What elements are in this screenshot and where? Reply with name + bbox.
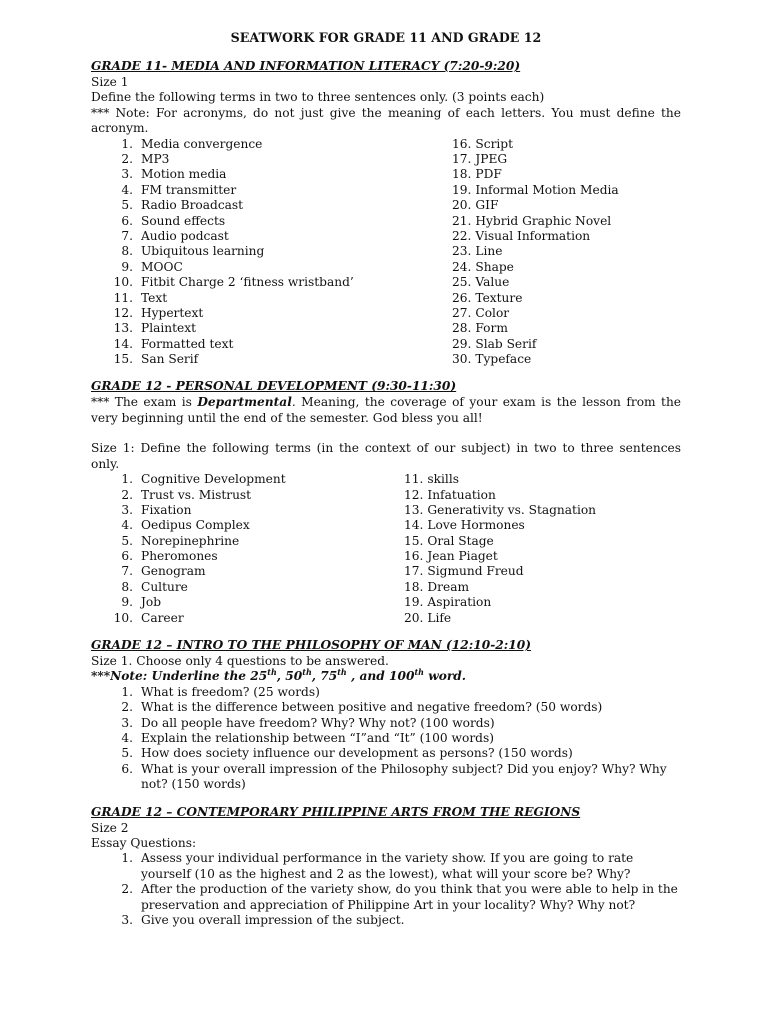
essay-label: Essay Questions:: [91, 836, 197, 851]
term-row: [91, 306, 681, 321]
item-text: Color: [475, 305, 510, 320]
list-item: [91, 198, 452, 213]
question-list: [91, 851, 681, 928]
term-row: [91, 580, 681, 595]
item-number: 14.: [404, 518, 424, 533]
item-text: Explain the relationship between “I”and “It” (100 words): [141, 731, 494, 746]
item-number: 23.: [452, 244, 472, 259]
item-number: 4.: [121, 182, 133, 197]
item-text: Plaintext: [141, 321, 196, 336]
item-number: 15.: [404, 533, 424, 548]
list-item: [91, 352, 452, 367]
size-label: Size 2: [91, 820, 129, 835]
item-number: 11.: [113, 290, 133, 305]
note-part: , 75: [311, 669, 338, 684]
item-number: 17.: [452, 152, 472, 167]
list-item: [452, 244, 502, 259]
list-item: [404, 534, 494, 549]
term-row: [91, 518, 681, 533]
list-item: [91, 503, 404, 518]
list-item: [91, 167, 452, 182]
item-text: Give you overall impression of the subject.: [141, 913, 405, 928]
note-text: [91, 669, 681, 684]
item-text: Culture: [141, 579, 188, 594]
list-item: [452, 198, 498, 213]
item-text: Form: [475, 321, 508, 336]
item-text: Sound effects: [141, 213, 226, 228]
item-number: 26.: [452, 290, 472, 305]
term-row: [91, 214, 681, 229]
item-number: 14.: [113, 336, 133, 351]
item-number: 8.: [121, 244, 133, 259]
item-text: After the production of the variety show, do you think that you were able to help in the preservation and appreciation of Philippine Art in your locality? Why? Why not?: [141, 882, 678, 912]
item-number: 19.: [404, 595, 424, 610]
item-text: Pheromones: [141, 549, 218, 564]
note-sup: th: [267, 667, 277, 678]
section-personal-development: [91, 379, 681, 626]
term-row: [91, 337, 681, 352]
list-item: [404, 549, 498, 564]
item-number: 19.: [452, 182, 472, 197]
document-page: [91, 28, 681, 929]
item-number: 18.: [452, 167, 472, 182]
item-number: 25.: [452, 275, 472, 290]
term-list: [91, 137, 681, 368]
item-text: Hybrid Graphic Novel: [475, 213, 612, 228]
item-text: Job: [141, 595, 162, 610]
item-number: 1.: [121, 136, 133, 151]
item-number: 3.: [121, 715, 133, 730]
item-text: Career: [141, 610, 184, 625]
item-text: Radio Broadcast: [141, 198, 244, 213]
item-text: Hypertext: [141, 305, 204, 320]
item-number: 7.: [121, 228, 133, 243]
list-item: [91, 472, 404, 487]
term-row: [91, 503, 681, 518]
note-suffix: . Meaning, the coverage of your exam is the lesson from the very beginning until the end of the semester. God bless you all!: [91, 395, 682, 425]
list-item: [404, 611, 451, 626]
section-media-literacy: [91, 59, 681, 367]
item-number: 20.: [404, 610, 424, 625]
list-item: [91, 291, 452, 306]
term-row: [91, 152, 681, 167]
term-row: [91, 321, 681, 336]
item-text: Slab Serif: [475, 336, 537, 351]
item-text: Informal Motion Media: [475, 182, 619, 197]
section-heading: GRADE 12 - PERSONAL DEVELOPMENT (9:30-11:30): [91, 379, 457, 394]
item-number: 15.: [113, 352, 133, 367]
item-text: Script: [475, 136, 513, 151]
item-number: 18.: [404, 579, 424, 594]
item-number: 13.: [404, 502, 424, 517]
list-item: [91, 488, 404, 503]
list-item: [91, 549, 404, 564]
list-item: [91, 321, 452, 336]
item-number: 11.: [404, 472, 424, 487]
item-text: Cognitive Development: [141, 472, 286, 487]
section-philosophy: [91, 638, 681, 793]
item-number: 17.: [404, 564, 424, 579]
term-row: [91, 244, 681, 259]
item-text: skills: [427, 472, 459, 487]
item-text: MOOC: [141, 259, 183, 274]
list-item: [91, 137, 452, 152]
list-item: [452, 152, 507, 167]
item-text: Motion media: [141, 167, 227, 182]
list-item: [91, 534, 404, 549]
list-item: [452, 291, 522, 306]
spacer: [91, 47, 681, 59]
item-number: 21.: [452, 213, 472, 228]
list-item: [91, 882, 681, 913]
item-number: 10.: [113, 610, 133, 625]
term-row: [91, 564, 681, 579]
list-item: [91, 851, 681, 882]
list-item: [91, 580, 404, 595]
list-item: [452, 321, 508, 336]
list-item: [91, 518, 404, 533]
item-text: Dream: [427, 579, 470, 594]
term-row: [91, 472, 681, 487]
item-number: 8.: [121, 579, 133, 594]
list-item: [91, 337, 452, 352]
note-part: , and 100: [346, 669, 415, 684]
note-part: word.: [423, 669, 467, 684]
item-text: Fitbit Charge 2 ‘fitness wristband’: [141, 275, 354, 290]
term-row: [91, 352, 681, 367]
item-text: MP3: [141, 152, 170, 167]
note-emphasis: Departmental: [197, 395, 292, 410]
term-row: [91, 534, 681, 549]
item-number: 7.: [121, 564, 133, 579]
instruction-text: Size 1. Choose only 4 questions to be answered.: [91, 654, 389, 669]
item-text: Visual Information: [475, 228, 591, 243]
section-heading: GRADE 12 – INTRO TO THE PHILOSOPHY OF MAN (12:10-2:10): [91, 638, 531, 653]
term-list: [91, 472, 681, 626]
list-item: [404, 564, 524, 579]
list-item: [404, 518, 525, 533]
item-text: Shape: [475, 259, 514, 274]
term-row: [91, 198, 681, 213]
section-heading: GRADE 12 – CONTEMPORARY PHILIPPINE ARTS FROM THE REGIONS: [91, 804, 581, 819]
item-text: Sigmund Freud: [427, 564, 524, 579]
item-number: 1.: [121, 472, 133, 487]
item-text: Trust vs. Mistrust: [141, 487, 252, 502]
item-text: Ubiquitous learning: [141, 244, 265, 259]
list-item: [91, 275, 452, 290]
list-item: [91, 716, 681, 731]
note-prefix: *** The exam is: [91, 395, 198, 410]
list-item: [404, 503, 596, 518]
note-sup: th: [302, 667, 312, 678]
note-sup: th: [337, 667, 347, 678]
item-text: Oral Stage: [427, 533, 494, 548]
list-item: [452, 306, 509, 321]
term-row: [91, 488, 681, 503]
item-text: Life: [427, 610, 452, 625]
item-number: 9.: [121, 259, 133, 274]
item-text: Oedipus Complex: [141, 518, 250, 533]
item-number: 2.: [121, 152, 133, 167]
list-item: [91, 731, 681, 746]
item-text: Audio podcast: [141, 228, 229, 243]
list-item: [91, 244, 452, 259]
item-text: Media convergence: [141, 136, 263, 151]
term-row: [91, 595, 681, 610]
note-text: [91, 395, 681, 426]
item-text: Norepinephrine: [141, 533, 240, 548]
list-item: [91, 564, 404, 579]
item-number: 20.: [452, 198, 472, 213]
item-text: What is the difference between positive and negative freedom? (50 words): [141, 700, 603, 715]
list-item: [452, 137, 513, 152]
item-text: Typeface: [475, 352, 532, 367]
item-number: 6.: [121, 549, 133, 564]
list-item: [452, 183, 619, 198]
note-part: , 50: [276, 669, 303, 684]
list-item: [91, 214, 452, 229]
item-number: 5.: [121, 198, 133, 213]
term-row: [91, 137, 681, 152]
list-item: [91, 183, 452, 198]
item-text: Texture: [475, 290, 523, 305]
question-list: [91, 685, 681, 793]
item-number: 24.: [452, 259, 472, 274]
list-item: [452, 214, 611, 229]
term-row: [91, 183, 681, 198]
item-number: 29.: [452, 336, 472, 351]
list-item: [91, 913, 681, 928]
term-row: [91, 275, 681, 290]
term-row: [91, 611, 681, 626]
item-number: 1.: [121, 684, 133, 699]
item-number: 13.: [113, 321, 133, 336]
item-text: Fixation: [141, 502, 192, 517]
item-number: 27.: [452, 305, 472, 320]
list-item: [91, 152, 452, 167]
spacer: [91, 793, 681, 805]
item-number: 3.: [121, 913, 133, 928]
item-text: How does society influence our development as persons? (150 words): [141, 746, 573, 761]
item-number: 3.: [121, 502, 133, 517]
item-text: FM transmitter: [141, 182, 237, 197]
item-number: 2.: [121, 487, 133, 502]
term-row: [91, 291, 681, 306]
item-text: GIF: [475, 198, 499, 213]
list-item: [452, 260, 514, 275]
item-number: 16.: [452, 136, 472, 151]
term-row: [91, 260, 681, 275]
item-text: JPEG: [475, 152, 508, 167]
item-number: 10.: [113, 275, 133, 290]
item-number: 30.: [452, 352, 472, 367]
item-number: 16.: [404, 549, 424, 564]
item-number: 4.: [121, 731, 133, 746]
list-item: [452, 352, 531, 367]
item-text: San Serif: [141, 352, 199, 367]
item-number: 2.: [121, 882, 133, 897]
spacer: [91, 426, 681, 441]
list-item: [452, 337, 536, 352]
note-sup: th: [414, 667, 424, 678]
section-heading: GRADE 11- MEDIA AND INFORMATION LITERACY (7:20-9:20): [91, 59, 521, 73]
list-item: [452, 229, 590, 244]
list-item: [91, 700, 681, 715]
note-text: *** Note: For acronyms, do not just give the meaning of each letters. You must define the acronym.: [91, 105, 681, 136]
list-item: [91, 229, 452, 244]
item-text: PDF: [475, 167, 502, 182]
list-item: [91, 685, 681, 700]
note-part: ***Note: Underline the 25: [91, 669, 268, 684]
item-number: 4.: [121, 518, 133, 533]
term-row: [91, 229, 681, 244]
item-text: Love Hormones: [427, 518, 525, 533]
item-number: 9.: [121, 595, 133, 610]
item-text: Jean Piaget: [427, 549, 498, 564]
term-row: [91, 167, 681, 182]
item-number: 6.: [121, 761, 133, 776]
item-number: 28.: [452, 321, 472, 336]
item-text: Text: [141, 290, 168, 305]
item-text: Aspiration: [427, 595, 492, 610]
term-row: [91, 549, 681, 564]
item-number: 12.: [113, 305, 133, 320]
size-label: Size 1: [91, 75, 129, 89]
list-item: [91, 746, 681, 761]
list-item: [91, 306, 452, 321]
item-text: Genogram: [141, 564, 206, 579]
item-number: 2.: [121, 700, 133, 715]
item-text: Formatted text: [141, 336, 234, 351]
item-number: 3.: [121, 167, 133, 182]
list-item: [452, 275, 509, 290]
spacer: [91, 626, 681, 638]
instruction-text: Size 1: Define the following terms (in the context of our subject) in two to three sentences only.: [91, 441, 681, 471]
list-item: [404, 488, 496, 503]
document-title: SEATWORK FOR GRADE 11 AND GRADE 12: [230, 30, 542, 45]
item-text: Infatuation: [427, 487, 496, 502]
item-text: Value: [475, 275, 510, 290]
list-item: [404, 595, 491, 610]
item-number: 22.: [452, 228, 472, 243]
item-number: 5.: [121, 746, 133, 761]
item-text: What is freedom? (25 words): [141, 684, 320, 699]
item-text: Do all people have freedom? Why? Why not? (100 words): [141, 715, 495, 730]
item-number: 1.: [121, 851, 133, 866]
instruction-text: Define the following terms in two to three sentences only. (3 points each): [91, 90, 545, 105]
spacer: [91, 367, 681, 379]
item-text: What is your overall impression of the Philosophy subject? Did you enjoy? Why? Why not? (150 words): [141, 761, 667, 792]
section-philippine-arts: [91, 805, 681, 929]
item-text: Generativity vs. Stagnation: [427, 502, 597, 517]
item-text: Line: [475, 244, 503, 259]
list-item: [91, 762, 681, 793]
item-number: 6.: [121, 213, 133, 228]
list-item: [91, 595, 404, 610]
list-item: [91, 260, 452, 275]
list-item: [404, 580, 469, 595]
item-number: 12.: [404, 487, 424, 502]
item-text: Assess your individual performance in the variety show. If you are going to rate yourself (10 as the highest and 2 as the lowest), what will your score be? Why?: [141, 851, 634, 881]
list-item: [404, 472, 459, 487]
item-number: 5.: [121, 533, 133, 548]
list-item: [91, 611, 404, 626]
list-item: [452, 167, 502, 182]
